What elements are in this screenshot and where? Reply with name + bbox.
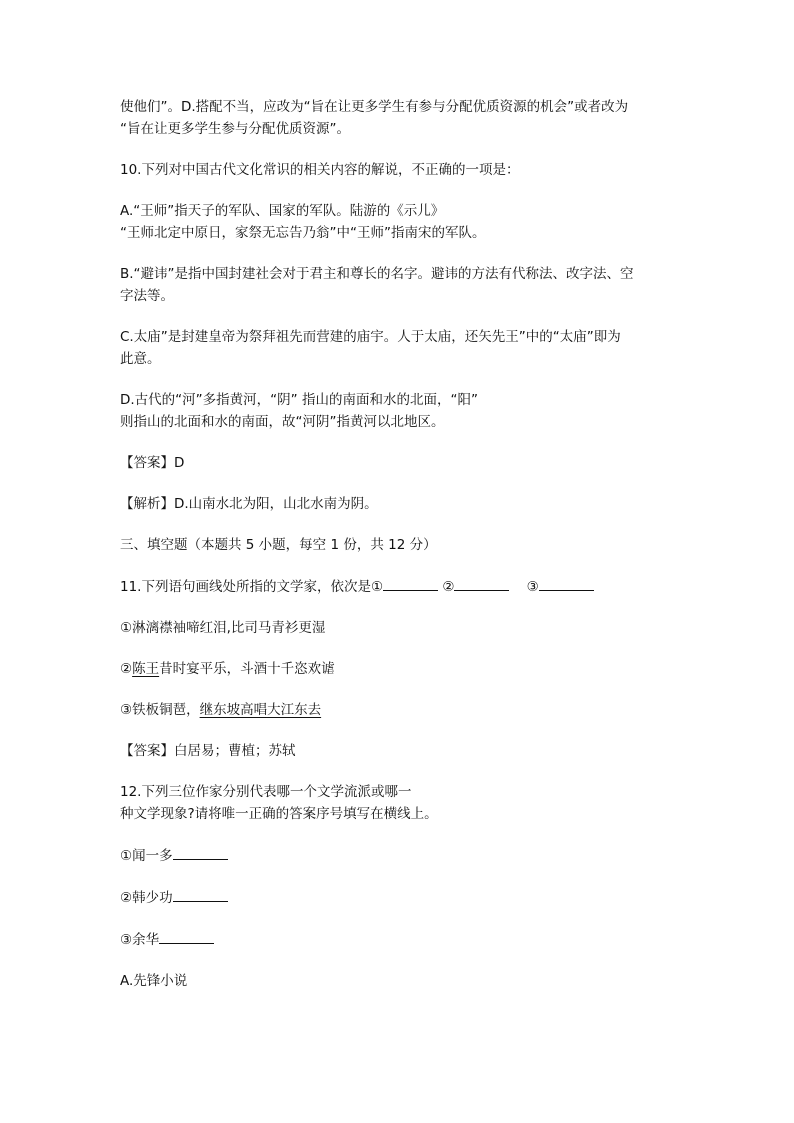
q10-explanation: 【解析】D.山南水北为阳，山北水南为阴。 [120, 496, 378, 512]
question-11-stem [120, 575, 680, 598]
q12-writer-2-label: ②韩少功 [120, 890, 173, 906]
q11-sentence-2-underlined: 陈王 [132, 661, 160, 677]
q11-blank-1 [383, 575, 438, 591]
q12-blank-2 [173, 886, 228, 902]
document-page [120, 96, 680, 992]
q10-option-a-line-1: A.“王师”指天子的军队、国家的军队。陆游的《示儿》 [120, 203, 445, 219]
q12-writer-1-label: ①闻一多 [120, 848, 173, 864]
q12-writer-1 [120, 844, 680, 867]
q11-sentence-3 [120, 699, 680, 721]
q10-option-c-line-2: 此意。 [120, 351, 161, 367]
q12-blank-1 [173, 844, 228, 860]
q12-writer-3-label: ③余华 [120, 932, 160, 948]
q11-answer: 【答案】白居易；曹植；苏轼 [120, 743, 296, 759]
q11-sentence-2 [120, 658, 680, 680]
section-3-heading: 三、填空题（本题共 5 小题，每空 1 份，共 12 分） [120, 537, 437, 553]
q10-option-d-line-1: D.古代的“河”多指黄河，“阴” 指山的南面和水的北面，“阳” [120, 392, 478, 408]
q12-writer-3 [120, 928, 680, 951]
question-12-stem-line-1: 12.下列三位作家分别代表哪一个文学流派或哪一 [120, 784, 412, 800]
prev-answer-line-1: 使他们”。D.搭配不当，应改为“旨在让更多学生有参与分配优质资源的机会”或者改为 [120, 99, 629, 115]
q11-sentence-2-rest: 昔时宴平乐，斗酒十千恣欢谑 [159, 661, 335, 677]
q11-sentence-2-number: ② [120, 661, 133, 677]
q11-sentence-1: ①淋漓襟袖啼红泪,比司马青衫更湿 [120, 620, 326, 636]
q12-option-a: A.先锋小说 [120, 973, 188, 989]
q11-marker-3: ③ [526, 579, 539, 595]
q10-option-c-line-1: C.太庙”是封建皇帝为祭拜祖先而营建的庙宇。人于太庙，还矢先王”中的“太庙”即为 [120, 329, 621, 345]
prev-answer-line-2: “旨在让更多学生参与分配优质资源”。 [120, 121, 350, 137]
q12-blank-3 [159, 928, 214, 944]
q11-sentence-3-underlined: 继东坡高唱大江东去 [199, 702, 322, 718]
q11-sentence-3-prefix: ③铁板铜琶， [120, 702, 200, 718]
question-10-stem: 10.下列对中国古代文化常识的相关内容的解说，不正确的一项是： [120, 162, 520, 178]
q10-option-d-line-2: 则指山的北面和水的南面，故“河阴”指黄河以北地区。 [120, 414, 445, 430]
question-12-stem-line-2: 种文学现象?请将唯一正确的答案序号填写在横线上。 [120, 806, 438, 822]
q10-option-b-line-1: B.“避讳”是指中国封建社会对于君主和尊长的名字。避讳的方法有代称法、改字法、空 [120, 266, 634, 282]
q11-blank-3 [539, 575, 594, 591]
q10-option-b-line-2: 字法等。 [120, 288, 174, 304]
q11-blank-2 [454, 575, 509, 591]
q12-writer-2 [120, 886, 680, 909]
q11-marker-2: ② [442, 579, 455, 595]
q10-answer: 【答案】D [120, 455, 185, 471]
q10-option-a-line-2: “王师北定中原日，家祭无忘告乃翁”中“王师”指南宋的军队。 [120, 225, 486, 241]
q11-stem-text: 11.下列语句画线处所指的文学家，依次是① [120, 579, 384, 595]
